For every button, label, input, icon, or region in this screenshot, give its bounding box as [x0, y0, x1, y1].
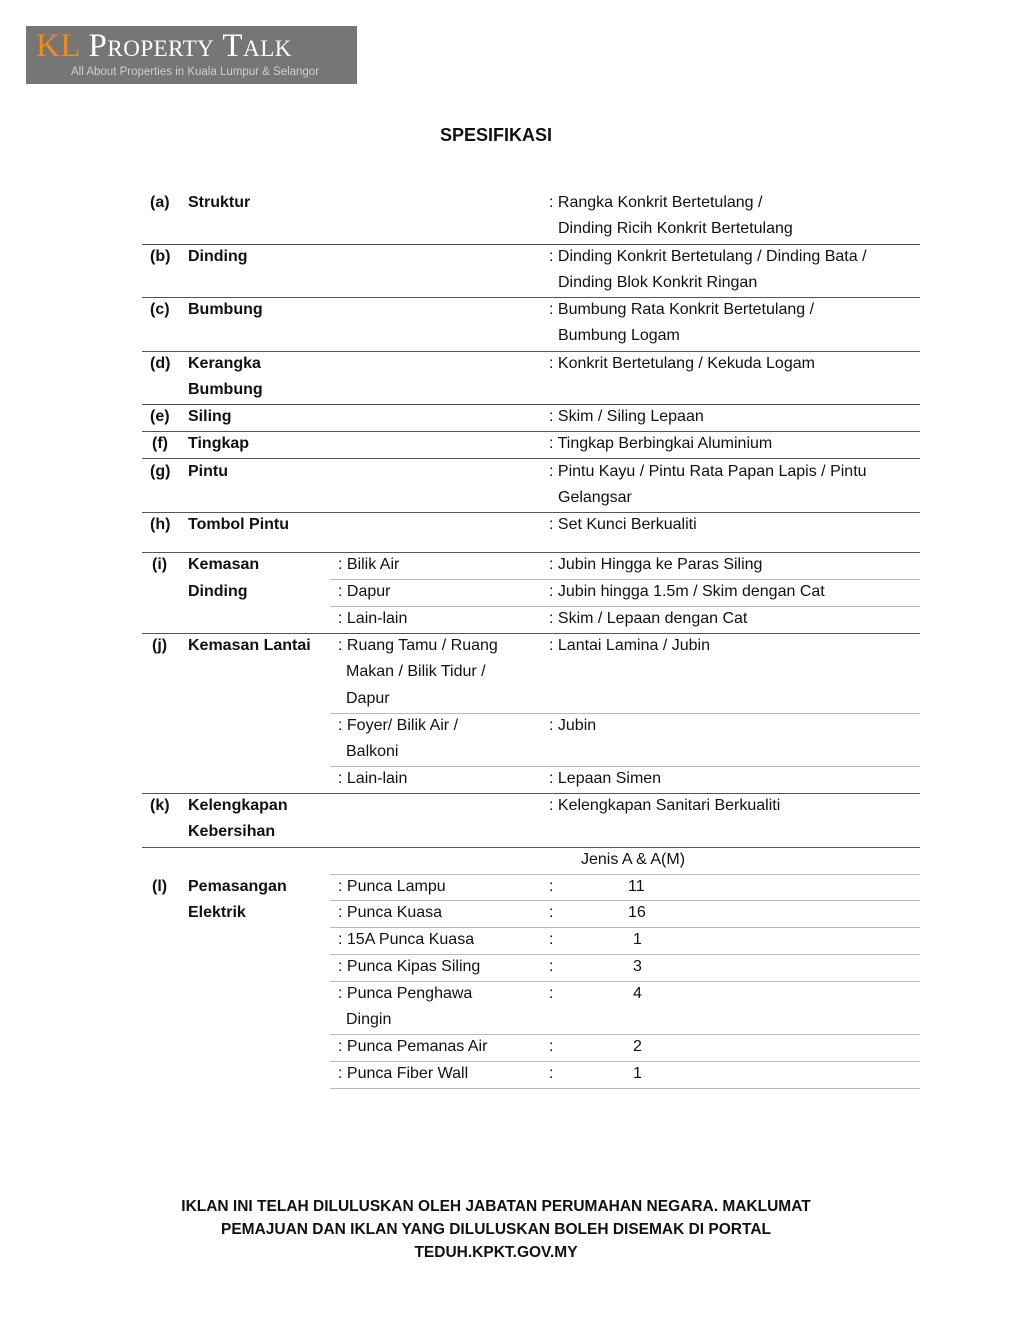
- elec-item-name: : Punca Kuasa: [338, 904, 443, 921]
- elec-colon: :: [549, 904, 554, 921]
- spec-value-cont: Gelangsar: [558, 489, 632, 506]
- elec-item-name: : Punca Kipas Siling: [338, 958, 481, 975]
- elec-colon: :: [549, 958, 554, 975]
- spec-value: : Konkrit Bertetulang / Kekuda Logam: [549, 355, 815, 372]
- notice-line-3: TEDUH.KPKT.GOV.MY: [414, 1244, 578, 1261]
- spec-label: Siling: [188, 408, 232, 425]
- elec-colon: :: [549, 878, 554, 895]
- spec-area-cont: Makan / Bilik Tidur /: [346, 663, 486, 680]
- spec-label: Tingkap: [188, 435, 250, 452]
- spec-value: : Lepaan Simen: [549, 770, 662, 787]
- spec-value: : Kelengkapan Sanitari Berkualiti: [549, 797, 781, 814]
- elec-item-name: : Punca Lampu: [338, 878, 446, 895]
- spec-value: : Tingkap Berbingkai Aluminium: [549, 435, 773, 452]
- kl-property-talk-logo: [26, 26, 357, 84]
- spec-area: : Lain-lain: [338, 770, 408, 787]
- logo-name: Property Talk: [88, 28, 292, 64]
- spec-label: Pemasangan: [188, 878, 287, 895]
- spec-label: Pintu: [188, 463, 228, 480]
- elec-item-count: 16: [628, 904, 646, 921]
- spec-value-cont: Dinding Blok Konkrit Ringan: [558, 274, 758, 291]
- spec-value: : Jubin Hingga ke Paras Siling: [549, 556, 763, 573]
- elec-item-name: : 15A Punca Kuasa: [338, 931, 475, 948]
- spec-value-cont: Bumbung Logam: [558, 327, 680, 344]
- divider: [142, 431, 920, 432]
- elec-item-name-cont: Dingin: [346, 1011, 392, 1028]
- spec-area: : Dapur: [338, 583, 391, 600]
- elec-item-count: 3: [633, 958, 642, 975]
- page-title: SPESIFIKASI: [439, 125, 553, 145]
- spec-value: : Dinding Konkrit Bertetulang / Dinding Bata /: [549, 248, 867, 265]
- sub-divider: [330, 1088, 920, 1089]
- spec-value: : Pintu Kayu / Pintu Rata Papan Lapis / Pintu: [549, 463, 867, 480]
- spec-label: Bumbung: [188, 301, 263, 318]
- spec-value-cont: Dinding Ricih Konkrit Bertetulang: [558, 220, 793, 237]
- spec-label: Kemasan Lantai: [188, 637, 311, 654]
- spec-label-cont: Bumbung: [188, 381, 263, 398]
- spec-code: (e): [150, 408, 170, 425]
- spec-label: Struktur: [188, 194, 251, 211]
- spec-code: (i): [152, 556, 168, 573]
- notice-line-1: IKLAN INI TELAH DILULUSKAN OLEH JABATAN PERUMAHAN NEGARA. MAKLUMAT: [181, 1198, 811, 1215]
- logo-kl: KL: [36, 28, 80, 64]
- divider: [142, 404, 920, 405]
- spec-code: (g): [150, 463, 171, 480]
- elec-colon: :: [549, 931, 554, 948]
- spec-value: : Jubin: [549, 717, 597, 734]
- spec-code: (d): [150, 355, 171, 372]
- spec-area-cont: Dapur: [346, 690, 390, 707]
- spec-code: (k): [150, 797, 170, 814]
- elec-item-name: : Punca Fiber Wall: [338, 1065, 469, 1082]
- spec-label-cont: Elektrik: [188, 904, 246, 921]
- logo-title: [36, 28, 292, 65]
- spec-label: Dinding: [188, 248, 248, 265]
- spec-label: Kelengkapan: [188, 797, 288, 814]
- spec-value: : Lantai Lamina / Jubin: [549, 637, 710, 654]
- spec-label: Kemasan: [188, 556, 260, 573]
- spec-value: : Skim / Lepaan dengan Cat: [549, 610, 748, 627]
- elec-item-name: : Punca Pemanas Air: [338, 1038, 488, 1055]
- spec-value: : Skim / Siling Lepaan: [549, 408, 704, 425]
- logo-tagline: All About Properties in Kuala Lumpur & Selangor: [71, 66, 320, 78]
- spec-code: (c): [150, 301, 170, 318]
- spec-code: (h): [150, 516, 171, 533]
- spec-label: Tombol Pintu: [188, 516, 290, 533]
- spec-label-cont: Dinding: [188, 583, 248, 600]
- spec-area: : Lain-lain: [338, 610, 408, 627]
- spec-code: (j): [152, 637, 168, 654]
- notice-line-2: PEMAJUAN DAN IKLAN YANG DILULUSKAN BOLEH DISEMAK DI PORTAL: [221, 1221, 771, 1238]
- spec-code: (f): [152, 435, 168, 452]
- divider: [142, 847, 920, 848]
- elec-colon: :: [549, 1038, 554, 1055]
- elec-item-count: 1: [633, 931, 642, 948]
- elec-item-count: 2: [633, 1038, 642, 1055]
- spec-area: : Foyer/ Bilik Air /: [338, 717, 459, 734]
- elec-item-count: 1: [633, 1065, 642, 1082]
- approval-notice: [130, 1195, 862, 1264]
- elec-item-name: : Punca Penghawa: [338, 985, 473, 1002]
- spec-label-cont: Kebersihan: [188, 823, 276, 840]
- elec-item-count: 11: [628, 878, 645, 895]
- spec-label: Kerangka: [188, 355, 261, 372]
- elec-item-count: 4: [633, 985, 642, 1002]
- spec-code: (a): [150, 194, 170, 211]
- elec-colon: :: [549, 985, 554, 1002]
- elec-colon: :: [549, 1065, 554, 1082]
- spec-area: : Bilik Air: [338, 556, 400, 573]
- spec-value: : Bumbung Rata Konkrit Bertetulang /: [549, 301, 815, 318]
- spec-value: : Jubin hingga 1.5m / Skim dengan Cat: [549, 583, 825, 600]
- spec-area: : Ruang Tamu / Ruang: [338, 637, 498, 654]
- type-header: Jenis A & A(M): [581, 851, 686, 868]
- spec-code: (l): [152, 878, 168, 895]
- spec-value: : Set Kunci Berkualiti: [549, 516, 697, 533]
- spec-value: : Rangka Konkrit Bertetulang /: [549, 194, 763, 211]
- spec-code: (b): [150, 248, 171, 265]
- spec-area-cont: Balkoni: [346, 743, 399, 760]
